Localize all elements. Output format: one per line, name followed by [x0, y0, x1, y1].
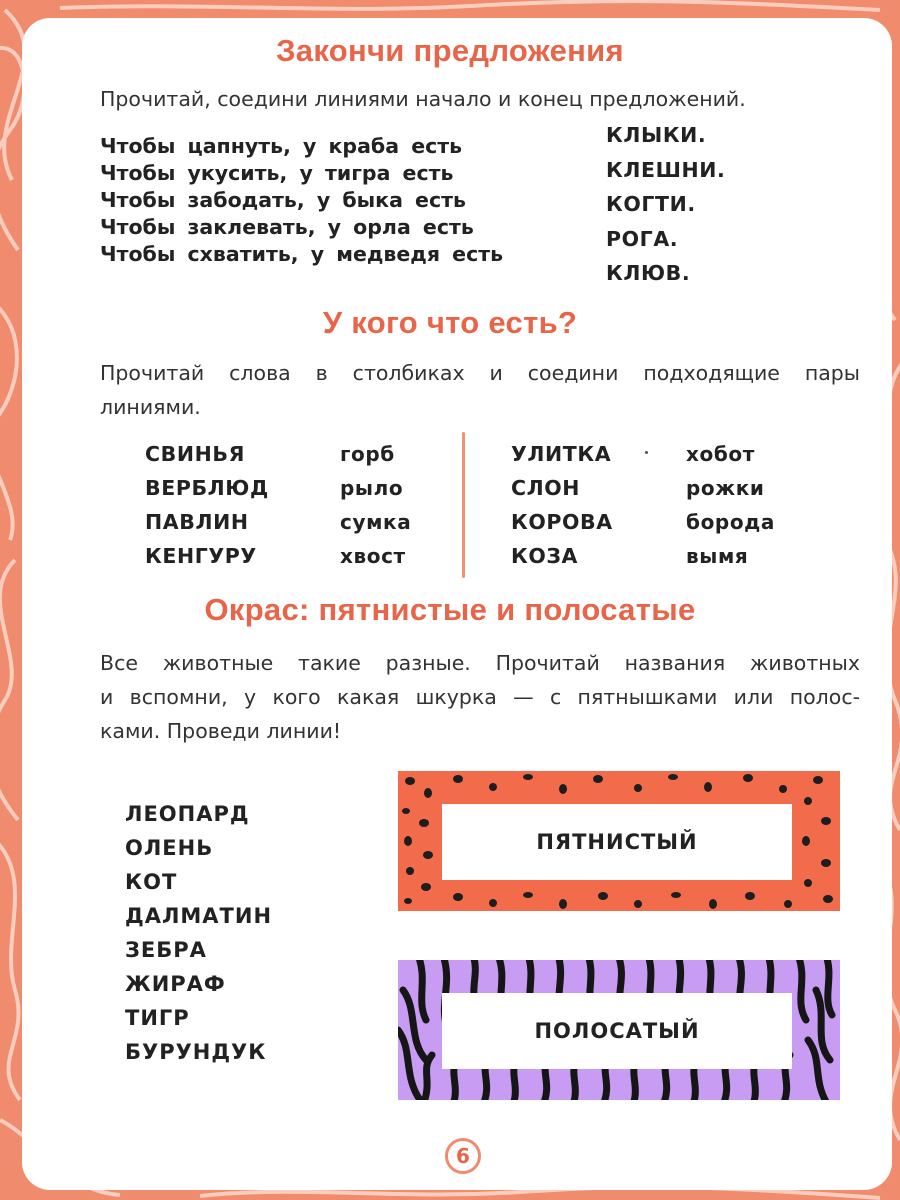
animal-name: ТИГР — [125, 1006, 190, 1030]
animal-name: КОТ — [125, 870, 178, 894]
section-title-who-has-what: У кого что есть? — [322, 305, 578, 340]
sentence-start: Чтобы схватить, у медведя есть — [100, 242, 504, 266]
sentence-ending: РОГА. — [606, 226, 679, 251]
word-animal: КОРОВА — [511, 510, 613, 534]
word-body-part: сумка — [340, 510, 412, 534]
instruction-line: Прочитай слова в столбиках и соедини подходящие пары — [100, 361, 860, 385]
sentence-start: Чтобы заклевать, у орла есть — [100, 215, 474, 239]
word-body-part: вымя — [686, 544, 749, 568]
animals-column-right — [511, 437, 613, 573]
instruction-line: ками. Проведи линии! — [100, 719, 342, 743]
animal-name: ЗЕБРА — [125, 938, 207, 962]
animal-name: ДАЛМАТИН — [125, 904, 273, 928]
word-body-part: борода — [686, 510, 776, 534]
sentence-start: Чтобы цапнуть, у краба есть — [100, 134, 463, 158]
sentence-start: Чтобы укусить, у тигра есть — [100, 161, 454, 185]
sentence-ending: КЛЮВ. — [606, 261, 691, 285]
word-body-part: хобот — [686, 442, 755, 466]
stray-dot — [645, 451, 648, 454]
word-body-part: рожки — [686, 476, 765, 500]
word-animal: КЕНГУРУ — [145, 544, 257, 568]
sentence-starts-list — [100, 133, 503, 268]
sentence-ending: КОГТИ. — [606, 192, 696, 216]
word-body-part: рыло — [340, 476, 404, 500]
page-number: 6 — [445, 1138, 481, 1174]
animals-column-left — [145, 437, 269, 573]
instruction-line: Все животные такие разные. Прочитай названия животных — [100, 651, 860, 675]
animal-name: ЖИРАФ — [125, 972, 226, 996]
sentence-ending: КЛЕШНИ. — [606, 157, 726, 182]
instruction-line: линиями. — [100, 395, 201, 419]
animal-names-list — [125, 797, 272, 1069]
body-parts-column-right — [686, 437, 775, 573]
body-parts-column-left — [340, 437, 411, 573]
word-animal: ПАВЛИН — [145, 510, 249, 534]
word-animal: КОЗА — [511, 544, 579, 568]
word-body-part: хвост — [340, 544, 406, 568]
instruction-finish-sentences: Прочитай, соедини линиями начало и конец предложений. — [100, 87, 746, 111]
sentence-ending: КЛЫКИ. — [606, 123, 707, 147]
instruction-line: и вспомни, у кого какая шкурка — с пятнышками или полос- — [100, 685, 860, 709]
striped-pattern-box — [398, 960, 840, 1100]
spotted-label: ПЯТНИСТЫЙ — [442, 804, 792, 880]
word-animal: ВЕРБЛЮД — [145, 476, 269, 500]
word-animal: УЛИТКА — [511, 442, 612, 466]
section-title-coloring: Окрас: пятнистые и полосатые — [204, 592, 696, 627]
word-animal: СЛОН — [511, 476, 581, 500]
word-body-part: горб — [340, 442, 395, 466]
animal-name: ОЛЕНЬ — [125, 836, 214, 860]
column-divider — [462, 432, 465, 578]
animal-name: ЛЕОПАРД — [125, 802, 250, 826]
word-animal: СВИНЬЯ — [145, 442, 245, 466]
animal-name: БУРУНДУК — [125, 1040, 267, 1064]
spotted-pattern-box — [398, 771, 840, 911]
sentence-start: Чтобы забодать, у быка есть — [100, 188, 466, 212]
section-title-finish-sentences: Закончи предложения — [276, 33, 624, 68]
striped-label: ПОЛОСАТЫЙ — [442, 993, 792, 1069]
sentence-endings-list — [606, 118, 725, 291]
